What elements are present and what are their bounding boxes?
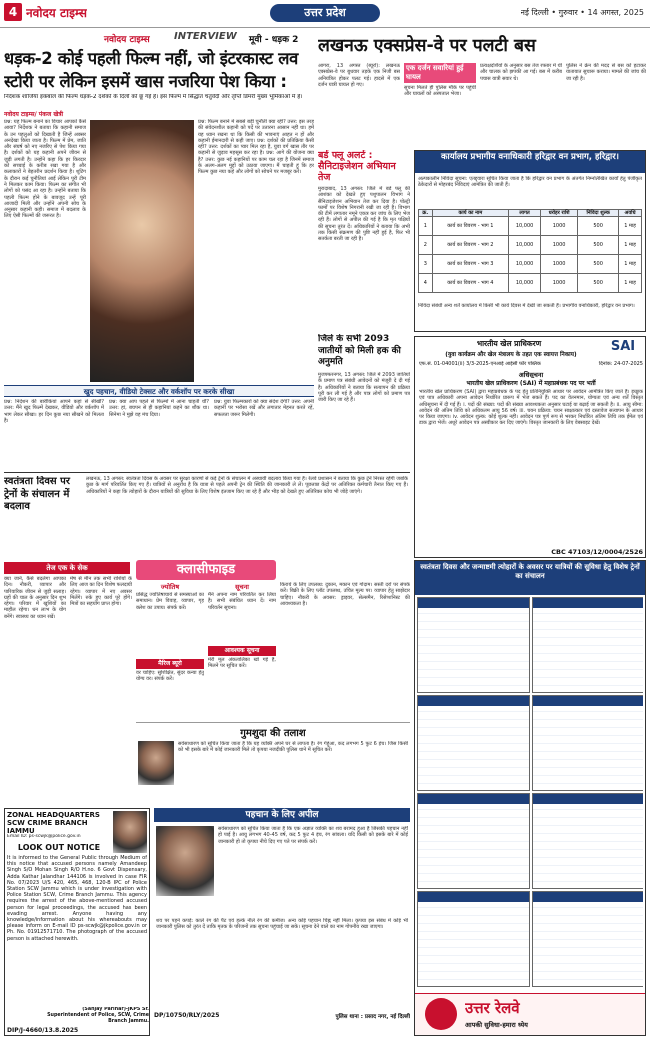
forest-table-cell: कार्य का विवरण - भाग 4 [432,274,509,293]
bird-flu-headline: बर्ड फ्लू अलर्ट : सैनिटाइजेशन अभियान तेज [318,150,396,183]
district-story [318,334,410,484]
marriage-bureau-tab: मैरिज ब्यूरो [136,659,204,669]
forest-table-cell: 500 [578,236,619,255]
police-notice-title: ZONAL HEADQUARTERS SCW CRIME BRANCH JAMMU [7,811,100,833]
forest-table-row [419,217,642,236]
railway-timetables [417,597,643,991]
classifieds-col1-head: ज्योतिष [160,583,180,591]
forest-table-cell: 1 [419,217,433,236]
identity-body: सर्वसाधारण को सूचित किया जाता है कि एक अज्ञात व्यक्ति का शव बरामद हुआ है जिसकी पहचान नहीं हो पाई है। आयु लगभग 40-45 वर्ष, कद 5 फुट 4 इंच, रंग सांवला। यदि किसी को इसके बारे में कोई जानकारी हो तो कृपया नीचे दिए गए पते पर संपर्क करें। [218,826,408,845]
forest-table-cell: 1000 [541,274,578,293]
missing-headline: गुमशुदा की तलाश [240,728,306,739]
railway-logo-icon [425,998,457,1030]
forest-table-cell: 4 [419,274,433,293]
railway-banner: स्वतंत्रता दिवस और जन्माष्टमी त्योहारों के अवसर पर यात्रियों की सुविधा हेतु विशेष ट्रेनों का संचालन [415,561,645,595]
interview-bottom-col1: प्रश्न: निर्देशन की बारीकियां आपने कहां से सीखीं? उत्तर: मैंने खुद फिल्में देखकर, वीडियो और वर्कशॉप में भाग लेकर सीखा। हर दिन कुछ नया सीखने को मिलता है। [4,399,104,424]
identity-headline: पहचान के लिए अपील [154,808,410,822]
forest-table-cell: कार्य का विवरण - भाग 1 [432,217,509,236]
forest-notice-title: कार्यालय प्रभागीय वनाधिकारी हरिद्वार वन प्रभाग, हरिद्वार। [415,151,645,173]
sai-subheading: भारतीय खेल प्राधिकरण (SAI) में महाप्रबंधक पद पर भर्ती [466,380,596,387]
forest-table-cell: 1000 [541,217,578,236]
forest-table-cell: 500 [578,255,619,274]
forest-notice-body: अल्पकालीन निविदा सूचना: एतद्द्वारा सूचित किया जाता है कि हरिद्वार वन प्रभाग के अंतर्गत निम्नलिखित कार्यों हेतु पंजीकृत ठेकेदारों से मोहरबंद निविदाएं आमंत्रित की जाती हैं। [418,176,642,189]
forest-table-cell: कार्य का विवरण - भाग 2 [432,236,509,255]
forest-table-row [419,236,642,255]
railway-timetable-block [532,891,643,987]
forest-table-cell: 3 [419,255,433,274]
railway-block-header [533,892,643,902]
expressway-col4: पुलिस ने क्रेन की मदद से बस को हटाकर यातायात सुचारू कराया। मामले की जांच की जा रही है। [566,63,646,82]
sai-code: CBC 47103/12/0004/2526 [551,548,643,556]
forest-table-cell: 10,000 [509,274,541,293]
railway-block-header [533,696,643,706]
forest-table-cell: 1 माह [619,236,642,255]
police-notice-email: Email ID: ps-scwjk@police.gov.in [7,834,81,839]
classifieds-title: क्लासीफाइड [136,560,276,580]
railway-block-header [418,598,529,608]
identity-body-2: शव पर पहने कपड़े: काले रंग की पैंट एवं हल्के नीले रंग की कमीज। अन्य कोई पहचान चिह्न नहीं मिला। कृपया इस संबंध में कोई भी जानकारी पुलिस को तुरंत दें ताकि मृतक के परिजनों तक सूचना पहुंचाई जा सके। सूचना देने वाले का नाम गोपनीय रखा जाएगा। [156,918,408,931]
forest-table-cell: 10,000 [509,217,541,236]
police-lookout-notice [4,808,150,1036]
brand-logo: नवोदय टाइम्स [26,6,88,20]
forest-table-header: धरोहर राशि [541,210,578,217]
forest-table-header: लागत [509,210,541,217]
forest-table-cell: कार्य का विवरण - भाग 3 [432,255,509,274]
sai-ref: एफ.सं. 01-04001(ii) 3/3-2025-एनआई आईसी फॉर पब्लिक [419,361,541,367]
railway-block-header [533,598,643,608]
masthead [0,0,650,28]
expressway-subhead: एक दर्जन सवारियां हुई घायल [404,63,476,83]
interview-bottom-col2: प्रश्न: क्या आप पहले से फिल्मों में आना चाहती थीं? उत्तर: हां, बचपन से ही कहानियां कहने का शौक था। सिनेमा ने मुझे वह मंच दिया। [109,399,209,418]
expressway-col2: सूचना मिलते ही पुलिस मौके पर पहुंची और घायलों को अस्पताल भेजा। [404,85,476,98]
forest-table-cell: 1 माह [619,274,642,293]
forest-table-cell: 500 [578,217,619,236]
expressway-col3: प्रत्यक्षदर्शियों के अनुसार बस तेज रफ्तार में थी और चालक को झपकी आ गई। बस में करीब पचास यात्री सवार थे। [480,63,562,82]
railway-footer [415,993,645,1035]
classifieds-col3: किराये के लिए उपलब्ध: दुकान, मकान एवं गोदाम। सस्ती दरों पर संपर्क करें। बिक्री के लिए प्लॉट उपलब्ध, उचित मूल्य पर। व्यापार हेतु साझेदार चाहिए। नौकरी के अवसर: ड्राइवर, सेल्समैन, रिसेप्शनिस्ट की आवश्यकता है। [280,582,410,607]
forest-notice-footer: निविदा संबंधी अन्य शर्तें कार्यालय में किसी भी कार्य दिवस में देखी जा सकती हैं। प्रभागीय वनाधिकारी, हरिद्वार वन प्रभाग। [418,303,635,309]
forest-table-header: अवधि [619,210,642,217]
police-notice-code: DIP/J-4660/13.8.2025 [7,1027,79,1034]
sai-date: दिनांक: 24-07-2025 [598,361,643,367]
astrology-ads: प्रसिद्ध ज्योतिषाचार्य से समस्याओं का समाधान। प्रेम विवाह, व्यापार, गृह क्लेश का उपाय। संपर्क करें। [136,592,204,611]
expressway-headline: लखनऊ एक्सप्रेस-वे पर पलटी बस [318,36,536,56]
director-photo [90,120,194,382]
forest-table-cell: 1000 [541,255,578,274]
railway-timetable-block [417,597,530,693]
kicker-title: मूवी - धड़क 2 [249,35,299,45]
interview-byline: नवोदय टाइम्स/ पंकज खेत्री [4,111,64,118]
forest-table-header: निविदा शुल्क [578,210,619,217]
police-notice-heading: LOOK OUT NOTICE [17,843,101,852]
page-number: 4 [4,3,22,21]
identity-footer-station: पुलिस थाना : प्रसाद नगर, नई दिल्ली [335,1014,410,1020]
forest-table-header: क्र. [419,210,433,217]
marriage-ads: वर चाहिए: सुशिक्षित, सुंदर कन्या हेतु योग्य वर। संपर्क करें। [136,670,204,683]
classifieds-left-tab: तेज एक के सेक [4,562,130,574]
railway-brand: उत्तर रेलवे [465,999,520,1017]
classifieds-col2-head: सूचना [235,583,249,591]
forest-table-cell: 10,000 [509,255,541,274]
classifieds-col1: क्या जानें, कैसे बदलेगा आपका दिन। नौकरी, व्यापार और पारिवारिक जीवन से जुड़ी सलाह। ग्रहों की चाल के अनुसार दिन शुभ रहेगा। परिवार में खुशियों का माहौल रहेगा। धन लाभ के योग बनेंगे। स्वास्थ्य का ध्यान रखें। [4,576,66,620]
classifieds-col2: मेष से मीन तक सभी राशियों के लिए आज का दिन विशेष फलदायी रहेगा। व्यापार में नए अवसर मिलेंगे। रुके हुए कार्य पूरे होंगे। मित्रों का सहयोग प्राप्त होगा। [70,576,132,608]
forest-table-cell: 10,000 [509,236,541,255]
important-notice-body: मेरी मूल अंकतालिका खो गई है, मिलने पर सूचित करें। [208,657,276,670]
railway-block-header [418,892,529,902]
identity-appeal [154,808,410,1036]
railway-timetable-block [417,891,530,987]
notice-ads: मैंने अपना नाम परिवर्तित कर लिया है। सभी संबंधित ध्यान दें। नाम परिवर्तन सूचना। [208,592,276,611]
railway-block-header [418,794,529,804]
forest-notice-table [418,209,642,301]
forest-table-header: कार्य का नाम [432,210,509,217]
railway-timetable-block [532,793,643,889]
interview-subhead: खुद पहचान, वीडियो टेक्सट और वर्कशॉप पर करके सीखा [4,385,314,397]
train-story [4,472,410,560]
forest-table-cell: 1 माह [619,217,642,236]
train-body: लखनऊ, 13 अगस्त: स्वतंत्रता दिवस के अवसर पर सुरक्षा कारणों से कई ट्रेनों के संचालन में अस्थायी बदलाव किया गया है। रेलवे प्रशासन ने बताया कि कुछ ट्रेनें निरस्त रहेंगी जबकि कुछ के मार्ग परिवर्तित किए गए हैं। यात्रियों से अनुरोध है कि यात्रा से पहले अपनी ट्रेन की स्थिति की जानकारी ले लें। पूछताछ केंद्रों पर अतिरिक्त कर्मचारी तैनात किए गए हैं। अधिकारियों ने कहा कि त्योहारों के दौरान यात्रियों की सुविधा के लिए विशेष इंतजाम किए जा रहे हैं और भीड़ को देखते हुए अतिरिक्त कोच भी जोड़े जाएंगे। [86,476,408,495]
interview-kicker [4,30,314,46]
forest-table-cell: 1 माह [619,255,642,274]
sai-notice [414,336,646,558]
expressway-story [318,30,646,148]
identity-photo [156,826,214,896]
interview-col1: प्रश्न: यह फिल्म बनाने का विचार आपको कैसे आया? निर्देशक ने बताया कि कहानी समाज के उन पहलुओं को दिखाती है जिन्हें अक्सर अनदेखा किया जाता है। फिल्म में प्रेम, जाति और संघर्ष को नए नजरिए से पेश किया गया है। दर्शकों को यह कहानी अपने जीवन से जुड़ी लगती है। उन्होंने कहा कि हर किरदार को सच्चाई के करीब रखा गया है और कलाकारों ने बेहतरीन प्रदर्शन किया है। शूटिंग के दौरान कई चुनौतियां आईं लेकिन पूरी टीम ने मिलकर काम किया। फिल्म का संगीत भी लोगों को पसंद आ रहा है। उन्होंने बताया कि पहली फिल्म होने के बावजूद उन्हें पूरी आजादी मिली और उन्होंने अपनी सोच के अनुसार कहानी कही। समाज में बदलाव के लिए ऐसी फिल्मों की जरूरत है। [4,119,86,220]
kicker-tag: INTERVIEW [174,31,237,42]
forest-table-cell: 1000 [541,236,578,255]
forest-table-cell: 2 [419,236,433,255]
missing-photo [138,741,174,785]
railway-timetable-block [532,597,643,693]
dateline: नई दिल्ली • गुरुवार • 14 अगस्त, 2025 [520,8,644,17]
sai-subtitle: (युवा कार्यक्रम और खेल मंत्रालय के तहत एक स्वायत्त निकाय) [445,352,577,358]
interview-col3: प्रश्न: फिल्म बनाने में सबसे बड़ी चुनौती क्या रही? उत्तर: इस तरह की संवेदनशील कहानी को पर्दे पर उतारना आसान नहीं था। हमें यह ध्यान रखना था कि किसी की भावनाएं आहत न हों और कहानी ईमानदारी से कही जाए। प्रश्न: दर्शकों की प्रतिक्रिया कैसी रही? उत्तर: दर्शकों का प्यार मिल रहा है, युवा वर्ग खास तौर पर कहानी से जुड़ाव महसूस कर रहा है। प्रश्न: आगे की योजना क्या है? उत्तर: कुछ नई कहानियों पर काम चल रहा है जिनमें समाज के अलग-अलग मुद्दों को उठाया जाएगा। मैं चाहती हूं कि हर फिल्म कुछ नया कहे और लोगों को सोचने पर मजबूर करे। [198,119,314,176]
kicker-brand: नवोदय टाइम्स [104,35,150,45]
police-notice-signature: (Sanjay Parihar)-JKPS Sr. Superintendent of Police, SCW, Crime Branch Jammu. [47,1007,149,1024]
interview-headline: धड़क-2 कोई पहली फिल्म नहीं, जो इंटरकास्ट लव स्टोरी पर लेकिन इसमें खास नजरिया पेश किया : [4,49,299,91]
railway-timetable-block [532,695,643,791]
forest-notice [414,150,646,332]
railway-block-header [533,794,643,804]
sai-logo: SAI [610,339,636,354]
interview-bottom-col3: प्रश्न: युवा फिल्मकारों को क्या संदेश देंगी? उत्तर: अपनी कहानी पर भरोसा रखें और लगातार मेहनत करते रहें, सफलता जरूर मिलेगी। [214,399,314,418]
missing-person [136,722,410,806]
district-body: मुजफ्फरनगर, 13 अगस्त: जिले में 2093 जातियों के प्रमाण पत्र संबंधी आवेदनों को मंजूरी दे दी गई है। अधिकारियों ने बताया कि सत्यापन की प्रक्रिया पूरी कर ली गई है और पात्र लोगों को प्रमाण पत्र जारी किए जा रहे हैं। [318,372,410,404]
section-label: उत्तर प्रदेश [270,4,380,22]
railway-timetable-block [417,793,530,889]
sai-body: भारतीय खेल प्राधिकरण (SAI) द्वारा महाप्रबंधक के पद हेतु प्रतिनियुक्ति आधार पर आवेदन आमंत्रित किए जाते हैं। इच्छुक एवं पात्र अधिकारी अपना आवेदन निर्धारित प्रारूप में भेज सकते हैं। पद का वेतनमान, योग्यता एवं अन्य शर्तें विस्तृत अधिसूचना में दी गई हैं। i. पदों की संख्या: पदों की संख्या आवश्यकता अनुसार घटाई या बढ़ाई जा सकती है। ii. आयु सीमा: आवेदन की अंतिम तिथि को अधिकतम आयु 56 वर्ष। iii. चयन प्रक्रिया: चयन साक्षात्कार एवं दस्तावेज सत्यापन के आधार पर किया जाएगा। iv. आवेदन शुल्क: कोई शुल्क नहीं। आवेदन पत्र पूर्ण रूप से भरकर निर्धारित अंतिम तिथि तक ईमेल एवं डाक द्वारा भेजें। अधूरे आवेदन पत्र अस्वीकार कर दिए जाएंगे। विस्तृत जानकारी के लिए वेबसाइट देखें। [419,389,643,427]
missing-body: सर्वसाधारण को सूचित किया जाता है कि यह व्यक्ति अपने घर से लापता है। रंग गेहुंआ, कद लगभग 5 फुट 6 इंच। जिस किसी को भी इसके बारे में कोई जानकारी मिले तो कृपया नजदीकी पुलिस थाने में सूचित करें। [178,741,408,754]
railway-timetable-block [417,695,530,791]
expressway-col1: आगरा, 13 अगस्त (ब्यूरो): लखनऊ एक्सप्रेस-वे पर बुधवार तड़के एक निजी बस अनियंत्रित होकर पलट गई। हादसे में एक दर्जन यात्री घायल हो गए। [318,63,400,88]
important-notice-tab: आवश्यक सूचना [208,646,276,656]
interview-intro: निर्देशक शाजिया इकबाल की फिल्म धड़क-2 दर्शकों के दिलों को छू गई है। इस फिल्म में सिद्धांत चतुर्वेदी और तृप्ति डिमरी मुख्य भूमिकाओं में हैं। [4,94,303,100]
railway-block-header [418,696,529,706]
bird-flu-body: मुरादाबाद, 13 अगस्त: जिले में बर्ड फ्लू की आशंका को देखते हुए पशुपालन विभाग ने सैनिटाइजेशन अभियान तेज कर दिया है। पोल्ट्री फार्मों पर विशेष निगरानी रखी जा रही है। विभाग की टीमें लगातार नमूने एकत्र कर जांच के लिए भेज रही हैं। लोगों से अपील की गई है कि मृत पक्षियों की सूचना तुरंत दें। अधिकारियों ने बताया कि अभी तक किसी संक्रमण की पुष्टि नहीं हुई है, फिर भी सतर्कता बरती जा रही है। [318,186,410,243]
train-headline: स्वतंत्रता दिवस पर ट्रेनों के संचालन में बदलाव [4,476,70,512]
interview-story [4,30,314,470]
classifieds-section [4,560,410,806]
identity-footer-code: DP/10750/RLY/2025 [154,1012,220,1019]
railway-tagline: आपकी सुविधा-हमारा ध्येय [465,1021,528,1029]
forest-table-row [419,255,642,274]
accused-photo [113,811,147,853]
district-headline: जिले के सभी 2093 जातीयों को मिली हक की अनुमति [318,334,401,367]
sai-org: भारतीय खेल प्राधिकरण [476,339,542,348]
police-notice-body: It is informed to the General Public through Medium of this notice that accused persons namely Amandeep Singh S/O Mohan Singh R/O H.no. 6 Govt Dispensary, Adda Kathar Jalandhar 144106 is involved in case FIR No. 07/2023 U/S 420, 465, 468, 120-B IPC of Police Station SCW Jammu which is under investigation with Police Station SCW, Crime Branch Jammu. This agency requires the arrest of the above-mentioned accused person for legal proceedings, the accused has been evading arrest. Anyone having any knowledge/information about his whereabouts may please inform on E-mail ID ps-scwjk@jkpolice.gov.in or Ph. No. 01912571710. The photograph of the accused person is attached herewith. [7,855,147,942]
railway-notice [414,560,646,1036]
forest-table-cell: 500 [578,274,619,293]
sai-heading: अधिसूचना [518,371,544,378]
forest-table-row [419,274,642,293]
